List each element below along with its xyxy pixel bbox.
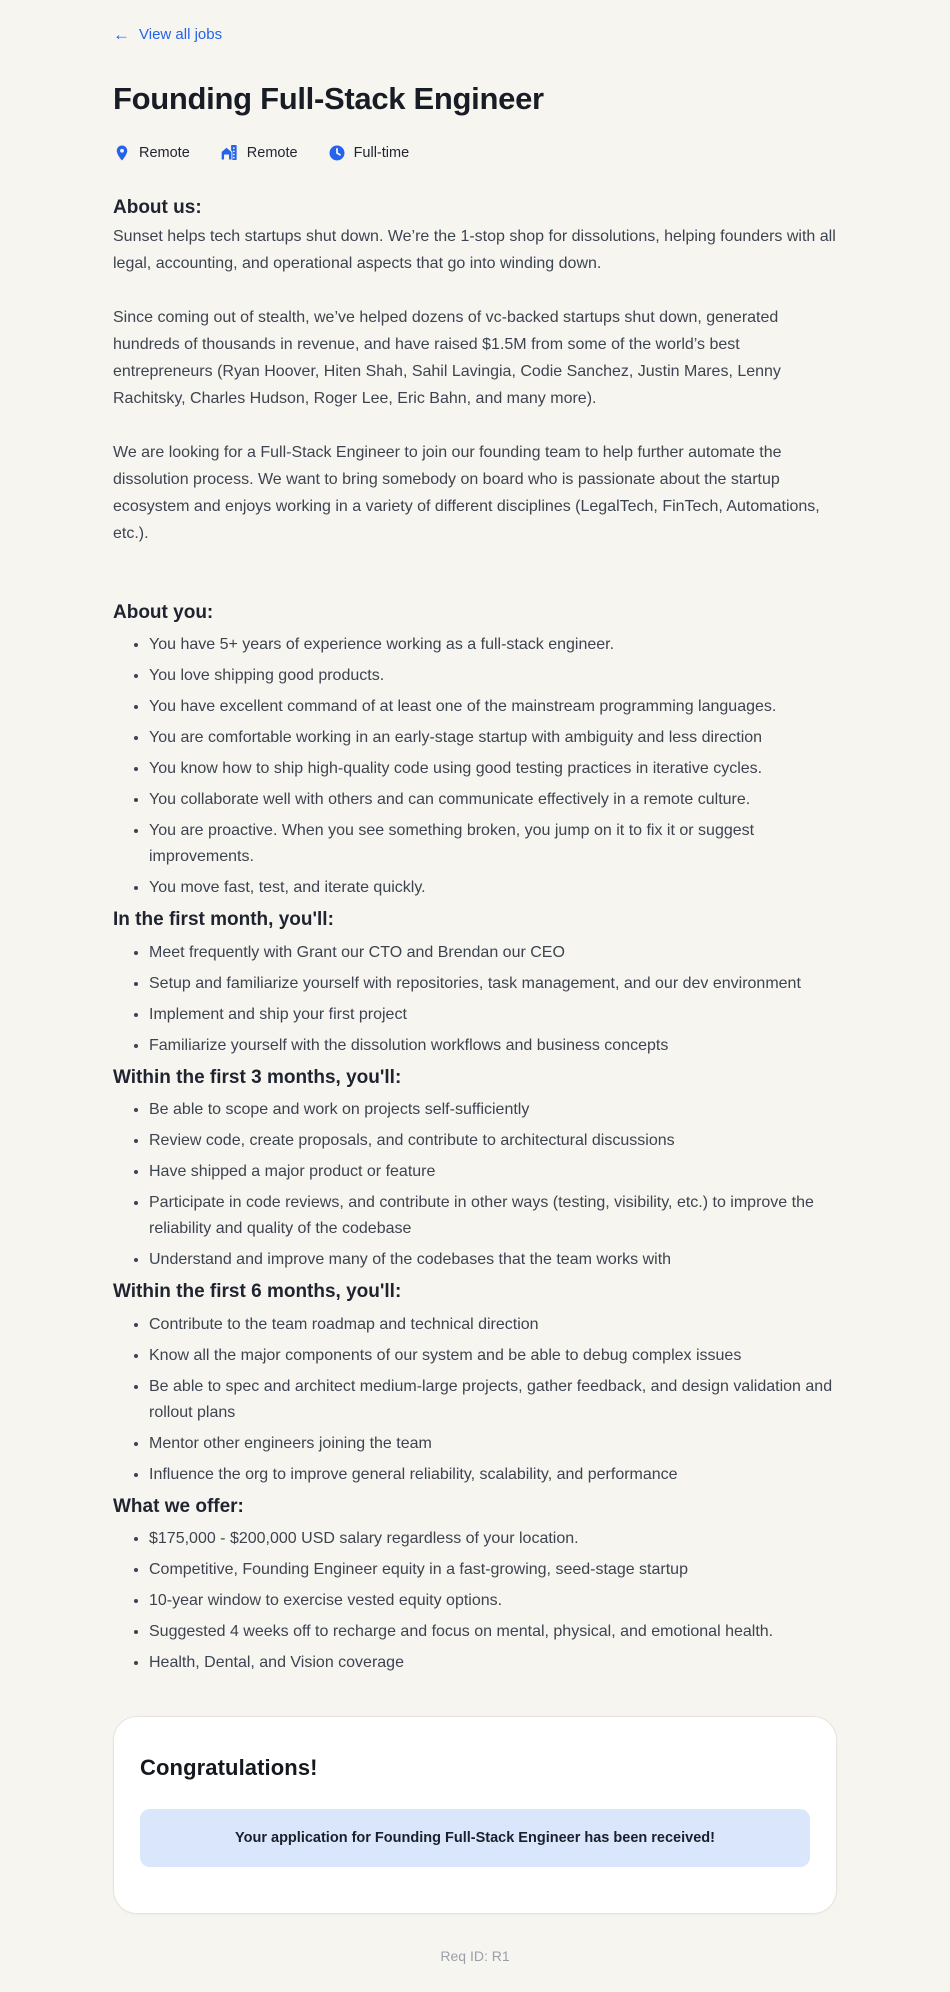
job-section (113, 599, 837, 902)
clock-icon (328, 144, 346, 162)
bullet-item: • You have excellent command of at least one of the mainstream programming languages. (149, 694, 837, 720)
bullet-list (113, 1097, 837, 1273)
bullet-item: • Know all the major components of our system and be able to debug complex issues (149, 1343, 837, 1369)
job-section (113, 1064, 837, 1274)
bullet-item: • Health, Dental, and Vision coverage (149, 1650, 837, 1676)
meta-location-label: Remote (139, 144, 190, 161)
bullet-item: • Be able to scope and work on projects self-sufficiently (149, 1097, 837, 1123)
bullet-item: • You are proactive. When you see something broken, you jump on it to fix it or suggest improvements. (149, 818, 837, 870)
application-received-banner: Your application for Founding Full-Stack Engineer has been received! (140, 1809, 810, 1867)
congratulations-heading: Congratulations! (140, 1755, 318, 1780)
meta-location (113, 144, 190, 162)
section-heading: About you: (113, 601, 214, 623)
building-icon (220, 143, 239, 162)
section-heading: What we offer: (113, 1495, 244, 1517)
bullet-item: • Contribute to the team roadmap and technical direction (149, 1312, 837, 1338)
job-meta-row (113, 143, 837, 162)
bullet-item: • You move fast, test, and iterate quickly. (149, 875, 837, 901)
bullet-list (113, 1312, 837, 1488)
bullet-item: • Implement and ship your first project (149, 1002, 837, 1028)
bullet-list (113, 1526, 837, 1676)
meta-workplace (220, 143, 298, 162)
job-description (113, 194, 837, 1676)
location-pin-icon (113, 144, 131, 162)
job-section (113, 1493, 837, 1677)
job-section (113, 194, 837, 547)
confirmation-card (113, 1716, 837, 1914)
bullet-item: • You are comfortable working in an early-stage startup with ambiguity and less direction (149, 725, 837, 751)
bullet-item: • Have shipped a major product or feature (149, 1159, 837, 1185)
meta-employment-type (328, 144, 410, 162)
page-title: Founding Full-Stack Engineer (113, 81, 544, 116)
bullet-item: • 10-year window to exercise vested equity options. (149, 1588, 837, 1614)
arrow-left-icon: ← (113, 25, 130, 44)
bullet-item: • Meet frequently with Grant our CTO and Brendan our CEO (149, 940, 837, 966)
section-heading: About us: (113, 197, 202, 218)
bullet-list (113, 632, 837, 901)
section-heading: Within the first 3 months, you'll: (113, 1066, 402, 1088)
bullet-item: • You collaborate well with others and can communicate effectively in a remote culture. (149, 787, 837, 813)
bullet-item: • Influence the org to improve general reliability, scalability, and performance (149, 1462, 837, 1488)
bullet-item: • Setup and familiarize yourself with repositories, task management, and our dev environment (149, 971, 837, 997)
bullet-item: • Participate in code reviews, and contribute in other ways (testing, visibility, etc.) to improve the reliability and quality of the codebase (149, 1190, 837, 1242)
bullet-item: • You know how to ship high-quality code using good testing practices in iterative cycles. (149, 756, 837, 782)
paragraph: We are looking for a Full-Stack Engineer to join our founding team to help further automate the dissolution process. We want to bring somebody on board who is passionate about the startup ecosystem and enjoys working in a variety of different disciplines (LegalTech, FinTech, Automations, etc.). (113, 443, 820, 542)
bullet-item: • Suggested 4 weeks off to recharge and focus on mental, physical, and emotional health. (149, 1619, 837, 1645)
bullet-item: • Mentor other engineers joining the team (149, 1431, 837, 1457)
view-all-jobs-link[interactable] (113, 26, 222, 43)
bullet-list (113, 940, 837, 1059)
view-all-jobs-label: View all jobs (139, 26, 223, 43)
req-id-label: Req ID: R1 (440, 1948, 510, 1964)
bullet-item: • You love shipping good products. (149, 663, 837, 689)
job-section (113, 1278, 837, 1488)
meta-workplace-label: Remote (246, 144, 298, 161)
paragraph: Since coming out of stealth, we’ve helped dozens of vc-backed startups shut down, generated hundreds of thousands in revenue, and have raised $1.5M from some of the world’s best entrepreneurs (Ryan Hoover, Hiten Shah, Sahil Lavingia, Codie Sanchez, Justin Mares, Lenny Rachitsky, Charles Hudson, Roger Lee, Eric Bahn, and many more). (113, 308, 781, 407)
section-heading: In the first month, you'll: (113, 909, 334, 930)
bullet-item: • Familiarize yourself with the dissolution workflows and business concepts (149, 1033, 837, 1059)
paragraph: Sunset helps tech startups shut down. We’re the 1-stop shop for dissolutions, helping founders with all legal, accounting, and operational aspects that go into winding down. (113, 227, 836, 272)
bullet-item: • You have 5+ years of experience working as a full-stack engineer. (149, 632, 837, 658)
meta-employment-type-label: Full-time (353, 144, 410, 161)
bullet-item: • Be able to spec and architect medium-large projects, gather feedback, and design validation and rollout plans (149, 1374, 837, 1426)
bullet-item: • $175,000 - $200,000 USD salary regardless of your location. (149, 1526, 837, 1552)
bullet-item: • Review code, create proposals, and contribute to architectural discussions (149, 1128, 837, 1154)
bullet-item: • Competitive, Founding Engineer equity in a fast-growing, seed-stage startup (149, 1557, 837, 1583)
page-content (113, 0, 837, 1964)
section-heading: Within the first 6 months, you'll: (113, 1281, 402, 1302)
job-section (113, 906, 837, 1059)
bullet-item: • Understand and improve many of the codebases that the team works with (149, 1247, 837, 1273)
